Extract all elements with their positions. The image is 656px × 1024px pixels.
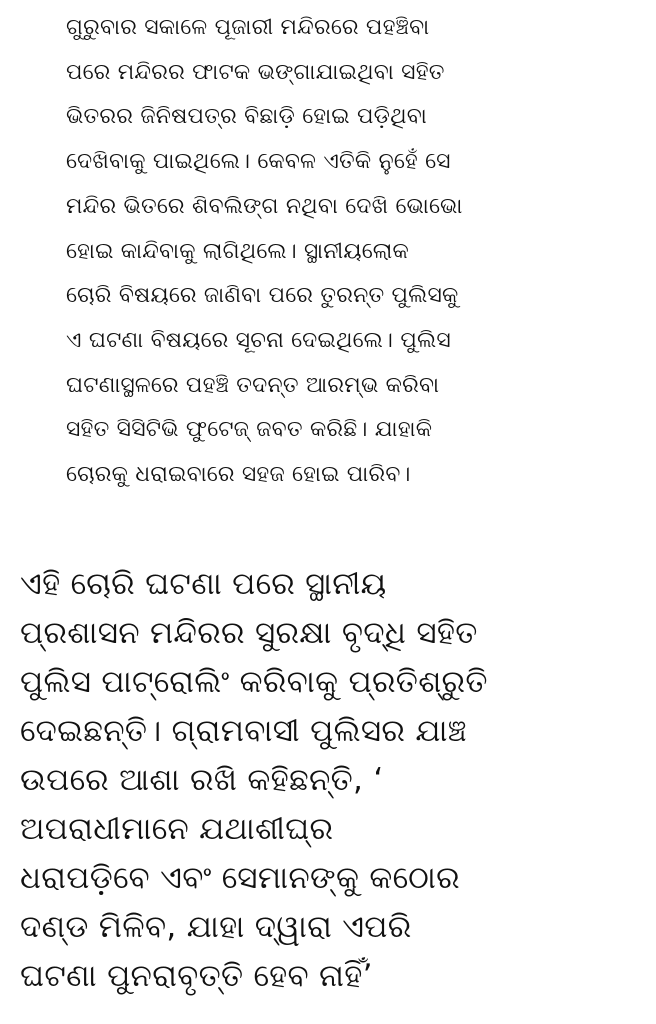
paragraph-line: ପରେ ମନ୍ଦିରର ଫାଟକ ଭଙ୍ଗାଯାଇଥିବା ସହିତ xyxy=(66,59,445,85)
paragraph-line: ଚୋରକୁ ଧରାଇବାରେ ସହଜ ହୋଇ ପାରିବ। xyxy=(66,462,411,488)
paragraph-line: ଘଟଣାସ୍ଥଳରେ ପହଞ୍ଚି ତଦନ୍ତ ଆରମ୍ଭ କରିବା xyxy=(66,372,440,398)
paragraph-line: ଦଣ୍ଡ ମିଳିବ, ଯାହା ଦ୍ୱାରା ଏପରି xyxy=(20,909,412,945)
paragraph-line: ହୋଇ କାନ୍ଦିବାକୁ ଲାଗିଥିଲେ। ସ୍ଥାନୀୟଲୋକ xyxy=(66,238,409,264)
paragraph-line: ଉପରେ ଆଶା ରଖି କହିଛନ୍ତି, ‘ xyxy=(20,762,384,798)
paragraph-intro xyxy=(66,6,626,498)
paragraph-line: ପ୍ରଶାସନ ମନ୍ଦିରର ସୁରକ୍ଷା ବୃଦ୍ଧି ସହିତ xyxy=(20,615,478,651)
paragraph-line: ଏ ଘଟଣା ବିଷୟରେ ସୂଚନା ଦେଇଥିଲେ। ପୁଲିସ xyxy=(66,327,451,353)
paragraph-line: ଦେଇଛନ୍ତି। ଗ୍ରାମବାସୀ ପୁଲିସର ଯାଞ୍ଚ xyxy=(20,713,467,749)
paragraph-line: ଦେଖିବାକୁ ପାଇଥିଲେ। କେବଳ ଏତିକି ନୁହେଁ ସେ xyxy=(66,149,451,175)
paragraph-line: ଏହି ଚୋରି ଘଟଣା ପରେ ସ୍ଥାନୀୟ xyxy=(20,566,387,602)
paragraph-line: ଘଟଣା ପୁନରାବୃତ୍ତି ହେବ ନାହିଁ’ xyxy=(20,958,373,994)
paragraph-line: ଗୁରୁବାର ସକାଳେ ପୂଜାରୀ ମନ୍ଦିରରେ ପହଞ୍ଚିବା xyxy=(66,15,430,40)
paragraph-line: ମନ୍ଦିର ଭିତରେ ଶିବଲିଙ୍ଗ ନଥିବା ଦେଖି ଭୋଭୋ xyxy=(66,193,463,219)
paragraph-line: ଭିତରର ଜିନିଷପତ୍ର ବିଛାଡ଼ି ହୋଇ ପଡ଼ିଥିବା xyxy=(66,104,428,130)
paragraph-line: ସହିତ ସିସିଟିଭି ଫୁଟେଜ୍ ଜବତ କରିଛି। ଯାହାକି xyxy=(66,417,433,443)
paragraph-line: ଅପରାଧୀମାନେ ଯଥାଶୀଘ୍ର xyxy=(20,811,334,847)
paragraph-line: ପୁଲିସ ପାଟ୍ରୋଲିଂ କରିବାକୁ ପ୍ରତିଶ୍ରୁତି xyxy=(20,664,488,700)
paragraph-quote xyxy=(20,560,640,1001)
paragraph-line: ଚୋରି ବିଷୟରେ ଜାଣିବା ପରେ ତୁରନ୍ତ ପୁଲିସକୁ xyxy=(66,283,459,309)
paragraph-line: ଧରାପଡ଼ିବେ ଏବଂ ସେମାନଙ୍କୁ କଠୋର xyxy=(20,860,460,896)
